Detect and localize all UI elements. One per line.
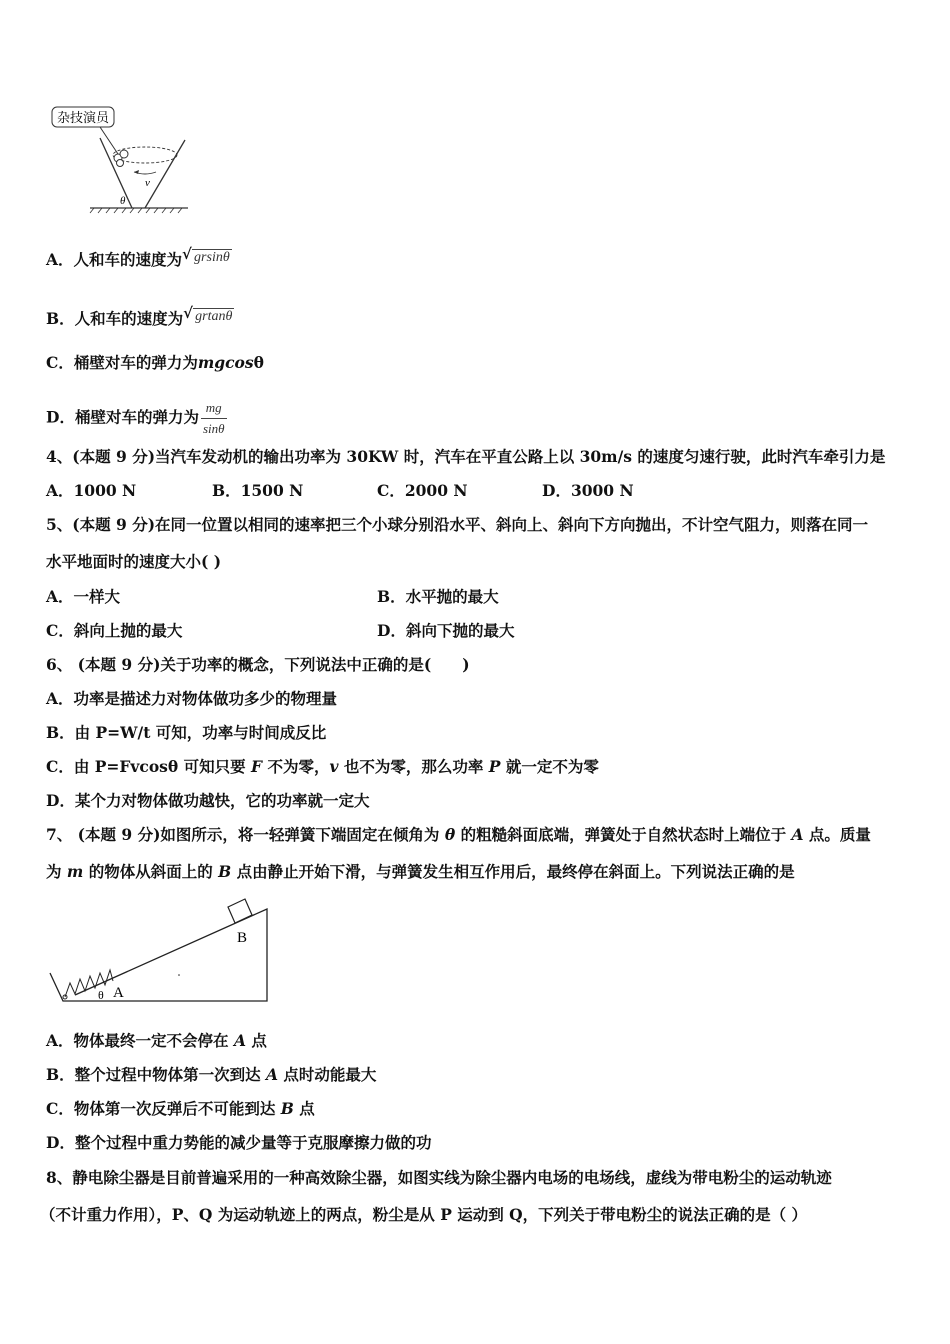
q6-option-b: B．由 P=W/t 可知，功率与时间成反比 [46,723,327,742]
q8-stem-line2: （不计重力作用），P、Q 为运动轨迹上的两点，粉尘是从 P 运动到 Q，下列关于带电粉尘的说法正确的是（ ） [40,1205,808,1224]
option-key: B． [46,309,75,328]
q5-option-a: A．一样大 [46,587,121,606]
angle-label: θ [98,988,104,1002]
option-key: C． [46,353,74,372]
text: 为 [46,862,67,881]
var-p: P [488,757,501,776]
q6-option-d: D．某个力对物体做功越快，它的功率就一定大 [46,791,370,810]
text: 点。质量 [803,825,871,844]
option-text: 桶壁对车的弹力为 [74,407,199,427]
formula-tail: θ [253,353,264,372]
text: 点 [293,1099,315,1118]
numerator: mg [201,398,227,419]
q7-stem-line1 [46,825,871,845]
q3-option-d [46,398,227,439]
text: 点时动能最大 [278,1065,377,1084]
q3-option-c [46,353,264,373]
var-b: B [280,1099,294,1118]
option-key: A． [46,250,74,269]
var-m: m [66,862,84,881]
q7-option-a [46,1031,267,1051]
point-b-label: B [237,930,248,946]
q4-option-b: B．1500 N [212,481,304,500]
q5-option-d: D．斜向下抛的最大 [377,621,515,640]
q6-stem: 6、 (本题 9 分)关于功率的概念，下列说法中正确的是( ) [46,655,470,674]
text: 就一定不为零 [500,757,599,776]
var-f: F [251,757,263,776]
text: A．物体最终一定不会停在 [46,1031,234,1050]
option-text: 桶壁对车的弹力为 [73,353,198,372]
point-a-label: A [113,985,124,1001]
incline-spring-figure [45,895,285,1010]
q3-option-a: A．人和车的速度为 √ grsinθ [46,245,230,269]
q4-stem: 4、(本题 9 分)当汽车发动机的输出功率为 30KW 时，汽车在平直公路上以 30m/s 的速度匀速行驶，此时汽车牵引力是 [46,447,886,466]
fraction [201,398,227,439]
q4-option-a: A．1000 N [46,481,137,500]
option-text: 人和车的速度为 [73,250,183,269]
text: 也不为零，那么功率 [338,757,489,776]
text: 的粗糙斜面底端，弹簧处于自然状态时上端位于 [455,825,792,844]
option-text: 人和车的速度为 [74,309,184,328]
q6-option-c [46,757,599,777]
text: B．整个过程中物体第一次到达 [46,1065,266,1084]
text: 的物体从斜面上的 [83,862,219,881]
formula: mgcos [197,353,254,372]
acrobat-cone-figure [50,100,210,220]
denominator: sinθ [202,421,225,436]
text: 点由静止开始下滑，与弹簧发生相互作用后，最终停在斜面上。下列说法正确的是 [231,862,795,881]
var-theta: θ [444,825,456,844]
q7-option-c [46,1099,315,1119]
q5-option-b: B．水平抛的最大 [377,587,499,606]
sqrt-expr: grsinθ [194,250,230,265]
text: 7、 (本题 9 分)如图所示，将一轻弹簧下端固定在倾角为 [46,825,445,844]
text: 不为零， [262,757,330,776]
text: 点 [245,1031,267,1050]
q5-stem-line1: 5、(本题 9 分)在同一位置以相同的速率把三个小球分别沿水平、斜向上、斜向下方向抛出，不计空气阻力，则落在同一 [46,515,869,534]
q7-option-b [46,1065,376,1085]
q7-stem-line2 [46,862,795,882]
q6-option-a: A．功率是描述力对物体做功多少的物理量 [46,689,338,708]
q7-option-d: D．整个过程中重力势能的减少量等于克服摩擦力做的功 [46,1133,432,1152]
q5-stem-line2: 水平地面时的速度大小( ) [46,552,222,571]
angle-label: θ [120,195,126,207]
q4-option-c: C．2000 N [377,481,468,500]
var-v: v [329,757,339,776]
velocity-label: v [145,177,150,189]
var-b: B [218,862,232,881]
q8-stem-line1: 8、静电除尘器是目前普遍采用的一种高效除尘器，如图实线为除尘器内电场的电场线，虚线为带电粉尘的运动轨迹 [46,1168,832,1187]
q3-option-b: B．人和车的速度为 √ grtanθ [46,304,233,328]
q4-option-d: D．3000 N [542,481,634,500]
text: C．由 P=Fvcosθ 可知只要 [46,757,252,776]
figure-label: 杂技演员 [57,110,110,125]
option-key: D． [46,407,75,427]
q5-option-c: C．斜向上抛的最大 [46,621,183,640]
text: C．物体第一次反弹后不可能到达 [46,1099,281,1118]
var-a: A [791,825,804,844]
sqrt-expr: grtanθ [195,309,233,324]
var-a: A [233,1031,246,1050]
var-a: A [266,1065,279,1084]
